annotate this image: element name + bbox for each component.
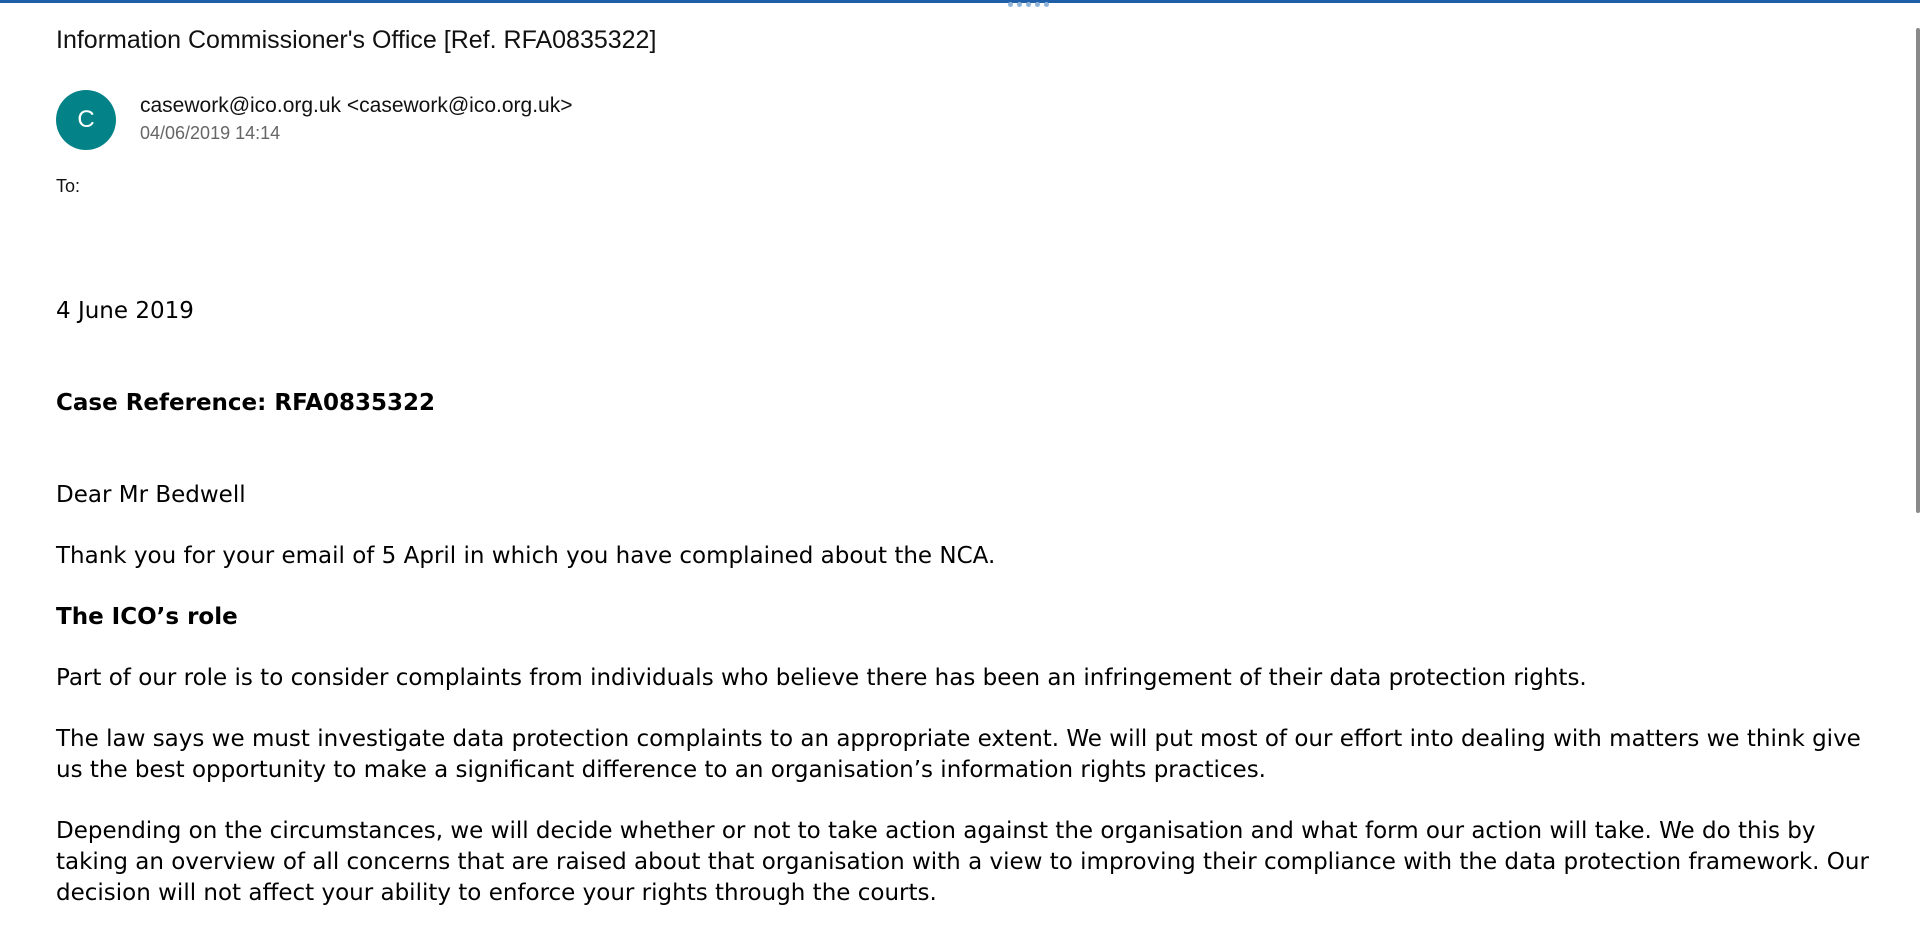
sender-address[interactable]: casework@ico.org.uk <casework@ico.org.uk>	[140, 94, 573, 117]
avatar-initial: C	[77, 106, 95, 133]
avatar[interactable]	[56, 90, 116, 150]
to-label: To:	[56, 176, 81, 196]
drag-handle-dots-icon[interactable]	[1008, 2, 1049, 7]
vertical-scrollbar[interactable]	[1916, 28, 1920, 513]
sent-datetime: 04/06/2019 14:14	[140, 123, 281, 143]
case-reference: Case Reference: RFA0835322	[56, 390, 435, 416]
section-heading: The ICO’s role	[56, 604, 238, 630]
sender-header	[56, 90, 572, 150]
paragraph-3: The law says we must investigate data protection complaints to an appropriate extent. We will put most of our effort into dealing with matters we think give us the best opportunity to make a significant difference to an organisation’s information rights practices.	[56, 726, 1861, 783]
to-field	[56, 176, 80, 197]
greeting: Dear Mr Bedwell	[56, 482, 246, 508]
reading-pane	[56, 22, 1886, 906]
paragraph-4: Depending on the circumstances, we will decide whether or not to take action against the organisation and what form our action will take. We do this by taking an overview of all concerns that are raised about that organisation with a view to improving their compliance with the data protection framework. Our decision will not affect your ability to enforce your rights through the courts.	[56, 818, 1869, 906]
paragraph-1: Thank you for your email of 5 April in which you have complained about the NCA.	[56, 543, 996, 569]
letter-date: 4 June 2019	[56, 298, 194, 324]
sender-info	[140, 92, 572, 146]
email-subject: Information Commissioner's Office [Ref. RFA0835322]	[56, 26, 657, 54]
paragraph-2: Part of our role is to consider complaints from individuals who believe there has been an infringement of their data protection rights.	[56, 665, 1587, 691]
window-top-accent-bar	[0, 0, 1920, 3]
email-body	[56, 296, 1886, 909]
